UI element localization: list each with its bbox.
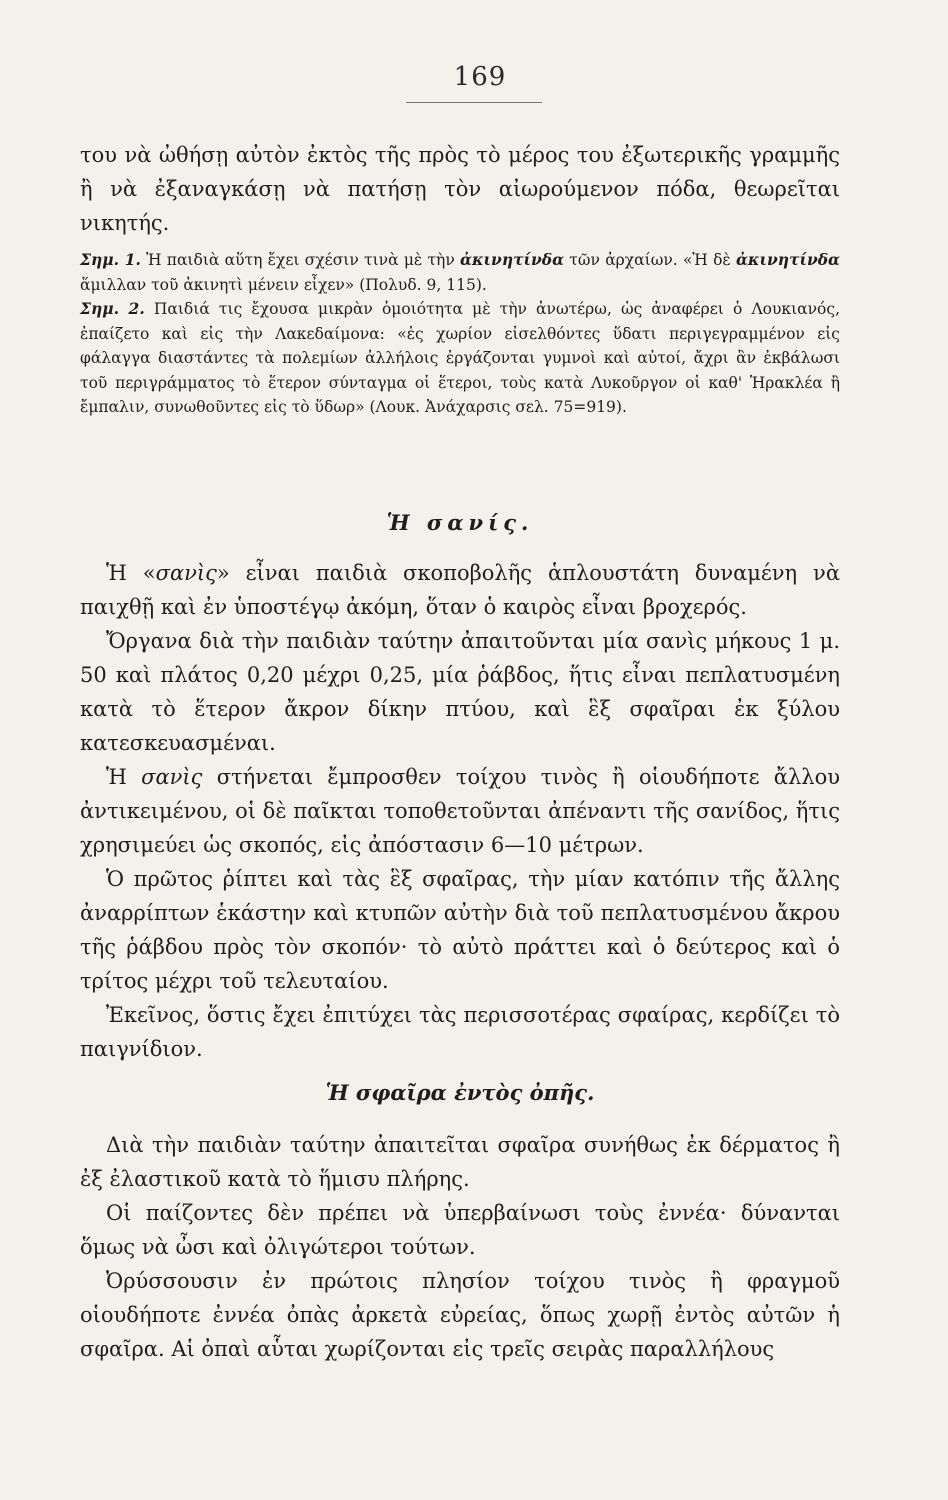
sanis-p3-a: Ἡ [106,765,142,789]
page-number-rule [406,102,542,103]
notes-block [80,248,840,420]
sanis-paragraph-4: Ὁ πρῶτος ῥίπτει καὶ τὰς ἓξ σφαῖρας, τὴν μίαν κατόπιν τῆς ἄλλης ἀναρρίπτων ἑκάστην καὶ κτυπῶν αὐτὴν διὰ τοῦ πεπλατυσμένου ἄκρου τῆς ῥάβδου πρὸς τὸν σκοπόν· τὸ αὐτὸ πράττει καὶ ὁ δεύτερος καὶ ὁ τρίτος μέχρι τοῦ τελευταίου. [80,867,840,993]
note-2-text: Παιδιά τις ἔχουσα μικρὰν ὁμοιότητα μὲ τὴν ἀνωτέρω, ὡς ἀναφέρει ὁ Λουκιανός, ἐπαίζετο καὶ εἰς τὴν Λακεδαίμονα: «ἐς χωρίον εἰσελθόντες ὕδατι περιγεγραμμένον εἰς φάλαγγα διαστάντες τὰ πολεμίων ἀλλήλοις ἐργάζονται γυμνοὶ καὶ αὐτοί, ἄχρι ἂν ἐκβάλωσι τοῦ περιγράμματος τὸ ἕτερον σύνταγμα οἱ ἕτεροι, τοὺς κατὰ Λυκοῦργον οἱ καθ' Ἡρακλέα ἢ ἔμπαλιν, συνωθοῦντες εἰς τὸ ὕδωρ» (Λουκ. Ἀνάχαρσις σελ. 75=919). [80,300,840,416]
sphaira-paragraph-3: Ὀρύσσουσιν ἐν πρώτοις πλησίον τοίχου τινὸς ἢ φραγμοῦ οἱουδήποτε ἐννέα ὀπὰς ἀρκετὰ εὐρείας, ὅπως χωρῇ ἐντὸς αὐτῶν ἡ σφαῖρα. Αἱ ὀπαὶ αὗται χωρίζονται εἰς τρεῖς σειρὰς παραλλήλους [80,1269,840,1361]
sanis-p1-a: Ἡ « [106,561,156,585]
note-1-term-b: ἀκινητίνδα [735,250,840,269]
sanis-p3-term: σανὶς [141,765,203,789]
note-1-label: Σημ. 1. [80,250,141,269]
page-number: 169 [453,62,507,92]
section-sanis [80,556,840,1066]
note-1-text-c: ἅμιλλαν τοῦ ἀκινητὶ μένειν εἶχεν» (Πολυδ. 9, 115). [80,275,487,294]
sanis-p1-b: » εἶναι παιδιὰ σκοποβολῆς ἁπλουστάτη δυναμένη νὰ παιχθῇ καὶ ἐν ὑποστέγῳ ἀκόμη, ὅταν ὁ καιρὸς εἶναι βροχερός. [80,561,841,619]
section-heading-sphaira: Ἡ σφαῖρα ἐντὸς ὀπῆς. [325,1080,595,1105]
note-1-text-a: Ἡ παιδιὰ αὕτη ἔχει σχέσιν τινὰ μὲ τὴν [140,251,461,269]
note-1-term-a: ἀκινητίνδα [460,250,565,269]
sanis-paragraph-5: Ἐκεῖνος, ὅστις ἔχει ἐπιτύχει τὰς περισσοτέρας σφαίρας, κερδίζει τὸ παιγνίδιον. [80,1003,840,1061]
section-sphaira [80,1128,840,1366]
sanis-p3-b: στήνεται ἔμπροσθεν τοίχου τινὸς ἢ οἱουδήποτε ἄλλου ἀντικειμένου, οἱ δὲ παῖκται τοποθετοῦνται ἀπέναντι τῆς σανίδος, ἥτις χρησιμεύει ὡς σκοπός, εἰς ἀπόστασιν 6—10 μέτρων. [80,765,840,857]
note-2-label: Σημ. 2. [80,299,145,318]
sphaira-paragraph-2: Οἱ παίζοντες δὲν πρέπει νὰ ὑπερβαίνωσι τοὺς ἐννέα· δύνανται ὅμως νὰ ὦσι καὶ ὀλιγώτεροι τούτων. [80,1201,840,1259]
continuation-paragraph [80,138,840,240]
sanis-p1-term: σανὶς [155,561,217,585]
note-1 [80,248,840,297]
section-heading-sanis: Ἡ σανίς. [386,510,534,535]
sanis-paragraph-1 [80,556,840,624]
sanis-paragraph-3 [80,760,840,862]
sphaira-paragraph-1: Διὰ τὴν παιδιὰν ταύτην ἀπαιτεῖται σφαῖρα συνήθως ἐκ δέρματος ἢ ἐξ ἐλαστικοῦ κατὰ τὸ ἥμισυ πλήρης. [80,1133,840,1191]
sanis-paragraph-2: Ὄργανα διὰ τὴν παιδιὰν ταύτην ἀπαιτοῦνται μία σανὶς μήκους 1 μ. 50 καὶ πλάτος 0,20 μέχρι 0,25, μία ῥάβδος, ἥτις εἶναι πεπλατυσμένη κατὰ τὸ ἕτερον ἄκρον δίκην πτύου, καὶ ἓξ σφαῖραι ἐκ ξύλου κατεσκευασμέναι. [80,629,840,755]
note-2 [80,297,840,420]
paragraph-continued: του νὰ ὠθήσῃ αὐτὸν ἐκτὸς τῆς πρὸς τὸ μέρος του ἐξωτερικῆς γραμμῆς ἢ νὰ ἐξαναγκάσῃ νὰ πατήσῃ τὸν αἰωρούμενον πόδα, θεωρεῖται νικητής. [80,143,840,235]
note-1-text-b: τῶν ἀρχαίων. «Ἡ δὲ [564,251,736,269]
